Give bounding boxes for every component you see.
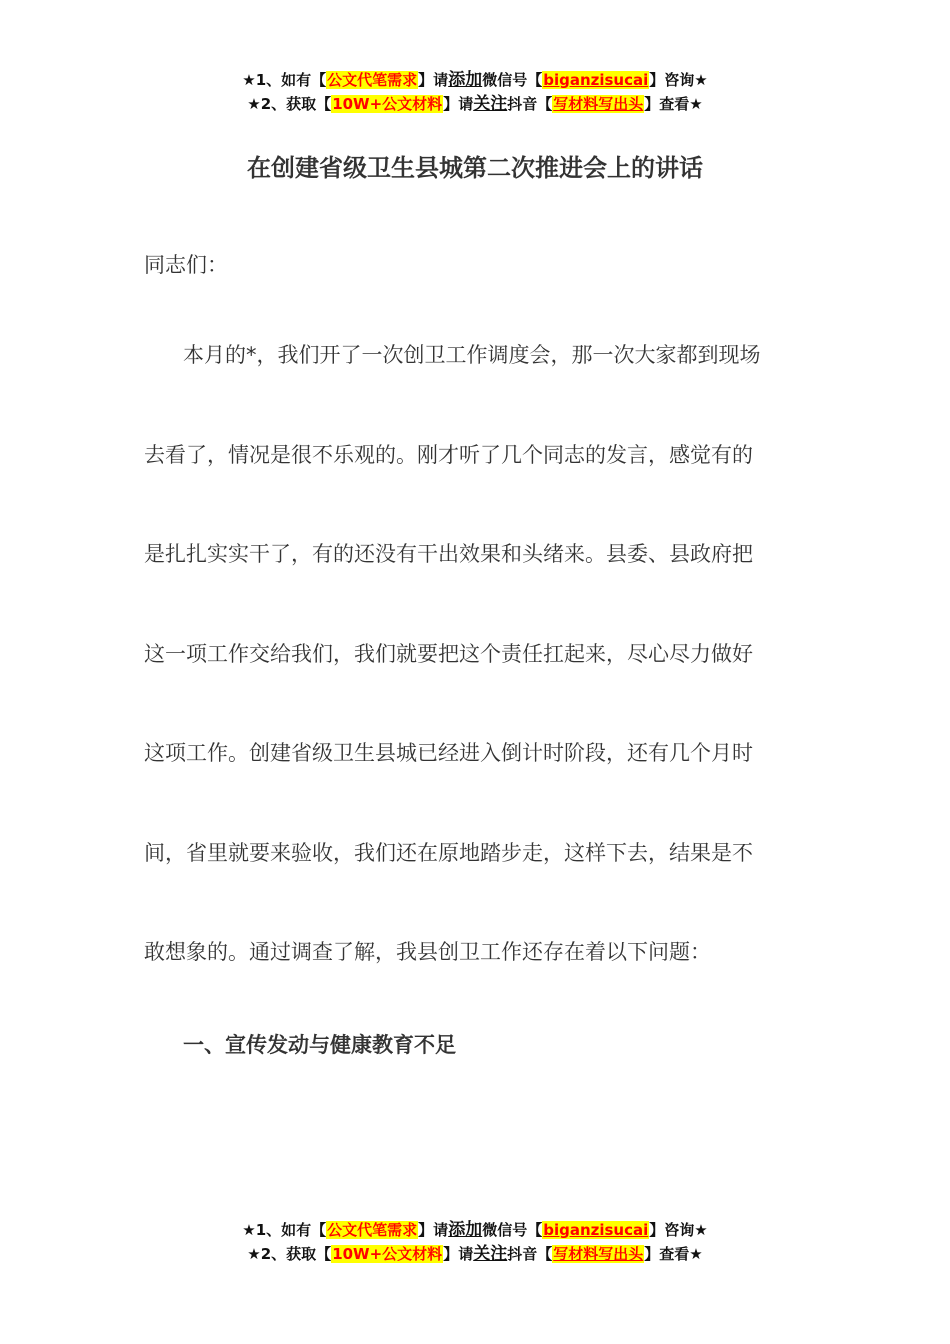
paragraph-line: 去看了，情况是很不乐观的。刚才听了几个同志的发言，感觉有的 [144,443,753,467]
banner-highlight-materials: 10W+公文材料 [332,95,443,113]
banner-line-1: ★1、如有【公文代笔需求】请添加微信号【biganzisucai】咨询★ [242,1220,708,1240]
banner-highlight-douyin: 写材料写出头 [553,1245,644,1263]
paragraph-line: 这项工作。创建省级卫生县城已经进入倒计时阶段，还有几个月时 [144,741,753,765]
paragraph-line: 是扎扎实实干了，有的还没有干出效果和头绪来。县委、县政府把 [144,542,753,566]
banner-highlight-wechat: biganzisucai [543,71,649,89]
banner-line-2: ★2、获取【10W+公文材料】请关注抖音【写材料写出头】查看★ [247,94,703,114]
header-banner [0,68,950,116]
paragraph-line: 敢想象的。通过调查了解，我县创卫工作还存在着以下问题： [144,940,711,964]
banner-emphasis: 添加 [448,70,483,90]
salutation: 同志们： [144,253,228,277]
document-title: 在创建省级卫生县城第二次推进会上的讲话 [247,154,703,182]
footer-banner [0,1218,950,1266]
banner-emphasis: 添加 [448,1220,483,1240]
banner-emphasis: 关注 [473,1244,508,1264]
paragraph-line: 这一项工作交给我们，我们就要把这个责任扛起来，尽心尽力做好 [144,642,753,666]
paragraph-line: 间，省里就要来验收，我们还在原地踏步走，这样下去，结果是不 [144,841,753,865]
banner-line-1: ★1、如有【公文代笔需求】请添加微信号【biganzisucai】咨询★ [242,70,708,90]
banner-line-2: ★2、获取【10W+公文材料】请关注抖音【写材料写出头】查看★ [247,1244,703,1264]
banner-highlight-materials: 10W+公文材料 [332,1245,443,1263]
banner-highlight-service: 公文代笔需求 [327,71,418,89]
banner-highlight-wechat: biganzisucai [543,1221,649,1239]
banner-highlight-douyin: 写材料写出头 [553,95,644,113]
banner-emphasis: 关注 [473,94,508,114]
paragraph-line: 本月的*，我们开了一次创卫工作调度会，那一次大家都到现场 [183,343,761,367]
banner-highlight-service: 公文代笔需求 [327,1221,418,1239]
section-heading: 一、宣传发动与健康教育不足 [183,1033,456,1057]
